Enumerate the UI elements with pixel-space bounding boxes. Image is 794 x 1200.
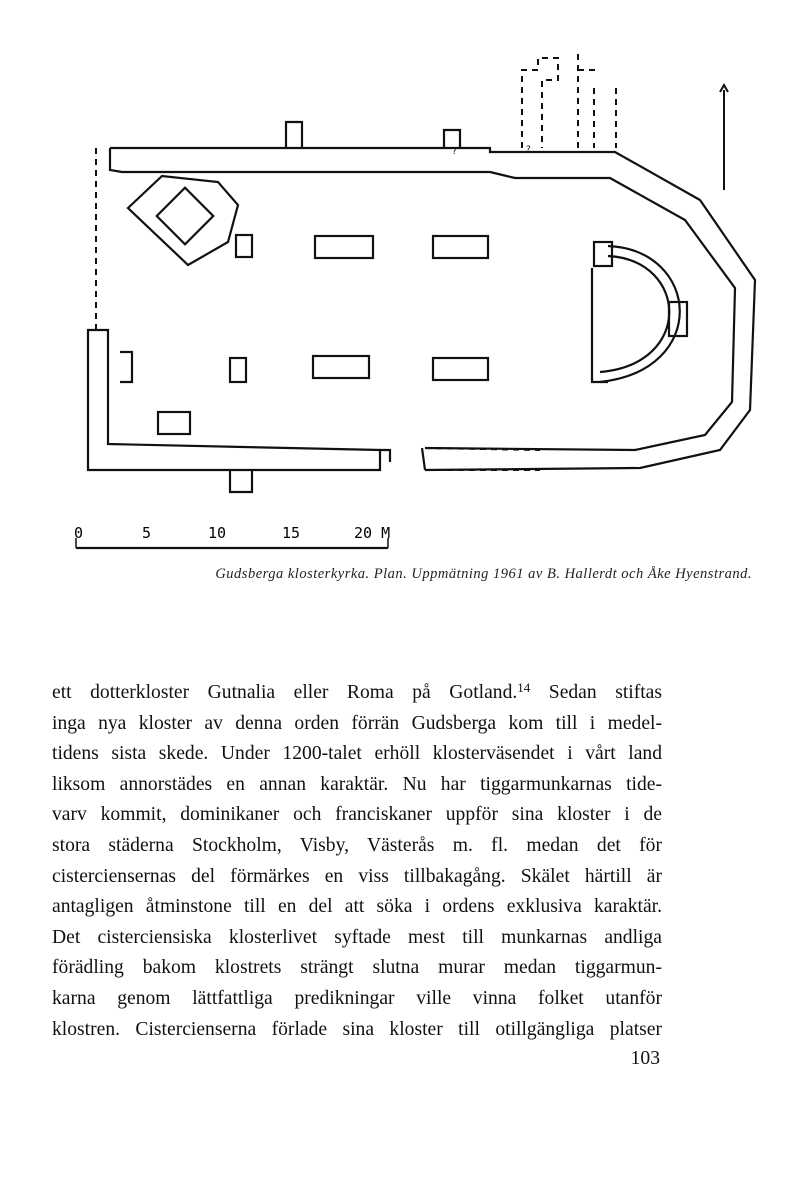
text-line-2: inga nya kloster av denna orden förrän Gudsberga kom till i medel-	[52, 712, 662, 734]
north-arrow	[720, 85, 728, 190]
buttress-s1	[230, 470, 252, 492]
text-line-6: stora städerna Stockholm, Visby, Västerås m. fl. medan det för	[52, 834, 662, 856]
north-wall-outer	[110, 148, 755, 470]
text-line-10: förädling bakom klostrets strängt slutna murar medan tiggarmun-	[52, 957, 662, 979]
pier-4	[230, 358, 246, 382]
pier-1	[236, 235, 252, 257]
buttress-n1	[286, 122, 302, 148]
text-line-1-end: Sedan stiftas	[530, 682, 662, 703]
north-wall-inner	[122, 172, 735, 450]
plan-mark-1: ?	[452, 147, 457, 157]
scale-label-15: 15	[282, 524, 301, 542]
text-line-8: antagligen åtminstone till en del att söka i ordens exklusiva karaktär.	[52, 896, 662, 918]
scale-bar	[74, 524, 390, 548]
pier-6	[433, 358, 488, 380]
text-line-11: karna genom lättfattliga predikningar ville vinna folket utanför	[52, 987, 662, 1009]
foundation-south	[425, 448, 540, 470]
text-line-5: varv kommit, dominikaner och franciskaner uppför sina kloster i de	[52, 804, 662, 826]
text-line-3: tidens sista skede. Under 1200-talet erhöll klosterväsendet i vårt land	[52, 743, 662, 765]
figure-caption: Gudsberga klosterkyrka. Plan. Uppmätning 1961 av B. Hallerdt och Åke Hyenstrand.	[215, 566, 752, 582]
text-line-1	[52, 678, 662, 709]
page-number: 103	[630, 1048, 660, 1069]
foundation-ne-2	[578, 50, 616, 148]
buttress-n2	[444, 130, 460, 148]
west-wall	[110, 148, 122, 172]
apse-pier-e	[669, 302, 687, 336]
text-line-7: cisterciensernas del förmärkes en viss tillbakagång. Skälet härtill är	[52, 865, 662, 887]
church-floor-plan	[60, 30, 780, 560]
buttress-s2	[120, 352, 132, 382]
scale-label-20: 20 M	[354, 524, 391, 542]
sacristy-inner	[157, 188, 214, 245]
pier-2	[315, 236, 373, 258]
text-line-4: liksom annorstädes en annan karaktär. Nu har tiggarmunkarnas tide-	[52, 773, 662, 795]
footnote-ref: 14	[517, 680, 531, 695]
pier-5	[313, 356, 369, 378]
foundation-ne-1	[522, 58, 558, 148]
scale-label-10: 10	[208, 524, 227, 542]
body-text	[52, 678, 662, 1045]
text-line-9: Det cisterciensiska klosterlivet syftade mest till munkarnas andliga	[52, 926, 662, 948]
plan-mark-2: ?	[526, 145, 531, 155]
text-line-12: klostren. Cistercienserna förlade sina kloster till otillgängliga platser	[52, 1018, 662, 1040]
pier-7	[158, 412, 190, 434]
pier-3	[433, 236, 488, 258]
scale-label-0: 0	[74, 524, 84, 542]
south-door-left	[380, 450, 390, 462]
apse-arc-inner	[600, 256, 669, 372]
apse-line	[592, 268, 608, 382]
scale-label-5: 5	[142, 524, 152, 542]
text-line-1-start: ett dotterkloster Gutnalia eller Roma på Gotland.	[52, 682, 518, 703]
south-door-right	[422, 448, 425, 470]
